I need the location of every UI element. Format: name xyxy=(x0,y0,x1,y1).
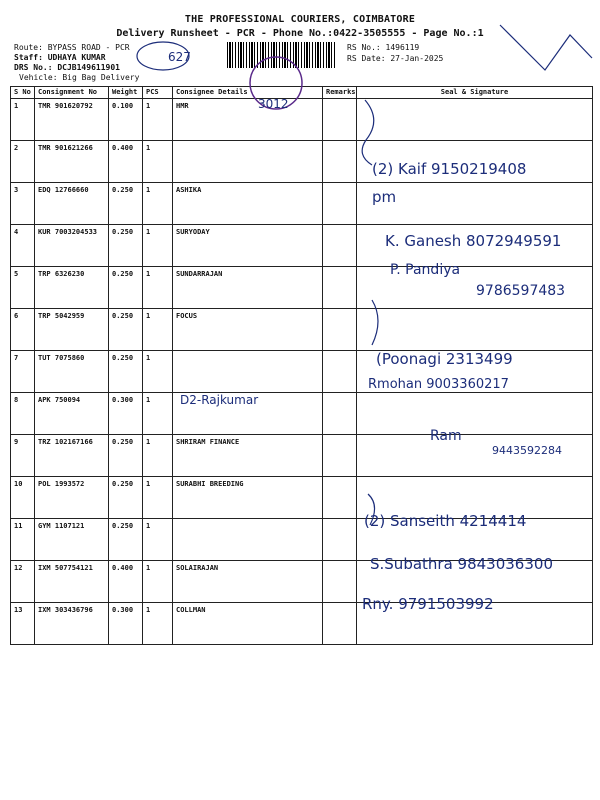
weight-cell: 0.250 xyxy=(109,435,143,477)
consignment-cell: TRP 6326230 xyxy=(35,267,109,309)
sno-cell: 1 xyxy=(11,99,35,141)
sno-cell: 8 xyxy=(11,393,35,435)
consignee-cell: SHRIRAM FINANCE xyxy=(173,435,323,477)
pcs-cell: 1 xyxy=(143,267,173,309)
col-header-consignee: Consignee Details xyxy=(173,87,323,99)
consignment-cell: TUT 7075860 xyxy=(35,351,109,393)
pcs-cell: 1 xyxy=(143,309,173,351)
weight-cell: 0.250 xyxy=(109,225,143,267)
stamp-note: 3012 xyxy=(258,97,289,111)
pcs-cell: 1 xyxy=(143,435,173,477)
consignee-cell: HMR xyxy=(173,99,323,141)
weight-cell: 0.250 xyxy=(109,519,143,561)
pcs-cell: 1 xyxy=(143,519,173,561)
bracket-mark-1 xyxy=(362,100,374,165)
consignment-cell: EDQ 12766660 xyxy=(35,183,109,225)
sno-cell: 11 xyxy=(11,519,35,561)
pcs-cell: 1 xyxy=(143,393,173,435)
signature-row-8: Rmohan 9003360217 xyxy=(368,377,509,392)
consignment-cell: APK 750094 xyxy=(35,393,109,435)
pcs-cell: 1 xyxy=(143,183,173,225)
col-header-weight: Weight xyxy=(109,87,143,99)
sno-cell: 2 xyxy=(11,141,35,183)
consignee-cell: COLLMAN xyxy=(173,603,323,645)
sno-cell: 4 xyxy=(11,225,35,267)
consignee-handwriting-8: D2-Rajkumar xyxy=(180,393,259,407)
weight-cell: 0.100 xyxy=(109,99,143,141)
weight-cell: 0.300 xyxy=(109,603,143,645)
pcs-cell: 1 xyxy=(143,477,173,519)
signature-row-9-phone: 9443592284 xyxy=(492,444,562,457)
consignment-cell: TMR 901621266 xyxy=(35,141,109,183)
weight-cell: 0.250 xyxy=(109,183,143,225)
pcs-cell: 1 xyxy=(143,141,173,183)
weight-cell: 0.300 xyxy=(109,393,143,435)
rs-date: RS Date: 27-Jan-2025 xyxy=(347,54,444,63)
signature-row-4: K. Ganesh 8072949591 xyxy=(385,232,562,250)
consignee-cell: SURABHI BREEDING xyxy=(173,477,323,519)
sno-cell: 9 xyxy=(11,435,35,477)
col-header-pcs: PCS xyxy=(143,87,173,99)
vehicle-text: Vehicle: Big Bag Delivery xyxy=(19,73,140,82)
signature-row-12: S.Subathra 9843036300 xyxy=(370,555,553,573)
consignee-cell: SURYODAY xyxy=(173,225,323,267)
signature-row-9-name: Ram xyxy=(430,428,462,444)
sno-cell: 12 xyxy=(11,561,35,603)
staff-text: Staff: UDHAYA KUMAR xyxy=(14,53,106,62)
consignment-cell: IXM 303436796 xyxy=(35,603,109,645)
consignment-cell: TRP 5042959 xyxy=(35,309,109,351)
weight-cell: 0.250 xyxy=(109,309,143,351)
signature-row-11: (2) Sanseith 4214414 xyxy=(364,512,527,530)
col-header-remarks: Remarks xyxy=(323,87,357,99)
signature-row-6: 9786597483 xyxy=(476,283,566,299)
consignee-cell: SUNDARRAJAN xyxy=(173,267,323,309)
consignment-cell: TRZ 102167166 xyxy=(35,435,109,477)
consignment-cell: POL 1993572 xyxy=(35,477,109,519)
signature-row-7: (Poonagi 2313499 xyxy=(376,350,513,368)
sno-cell: 10 xyxy=(11,477,35,519)
runsheet-subtitle: Delivery Runsheet - PCR - Phone No.:0422-3505555 - Page No.:1 xyxy=(116,28,484,39)
weight-cell: 0.400 xyxy=(109,141,143,183)
consignment-cell: TMR 901620792 xyxy=(35,99,109,141)
rs-number: RS No.: 1496119 xyxy=(347,43,420,52)
col-header-signature: Seal & Signature xyxy=(357,87,593,99)
pcs-cell: 1 xyxy=(143,99,173,141)
weight-cell: 0.400 xyxy=(109,561,143,603)
company-title: THE PROFESSIONAL COURIERS, COIMBATORE xyxy=(184,14,416,25)
sno-cell: 13 xyxy=(11,603,35,645)
circled-mark-text: 627 xyxy=(168,50,191,64)
sno-cell: 7 xyxy=(11,351,35,393)
signature-row-2: (2) Kaif 9150219408 xyxy=(372,160,527,178)
weight-cell: 0.250 xyxy=(109,351,143,393)
pcs-cell: 1 xyxy=(143,561,173,603)
col-header-sno: S No xyxy=(11,87,35,99)
weight-cell: 0.250 xyxy=(109,267,143,309)
signature-row-5: P. Pandiya xyxy=(390,262,461,278)
signature-row-13: Rny. 9791503992 xyxy=(362,595,494,613)
corner-scribble xyxy=(500,25,592,70)
pcs-cell: 1 xyxy=(143,351,173,393)
route-text: Route: BYPASS ROAD - PCR xyxy=(14,43,130,52)
sno-cell: 6 xyxy=(11,309,35,351)
col-header-consignment: Consignment No xyxy=(35,87,109,99)
pcs-cell: 1 xyxy=(143,603,173,645)
weight-cell: 0.250 xyxy=(109,477,143,519)
consignee-cell: SOLAIRAJAN xyxy=(173,561,323,603)
sno-cell: 3 xyxy=(11,183,35,225)
consignee-cell: ASHIKA xyxy=(173,183,323,225)
signature-row-3: pm xyxy=(372,188,397,206)
consignment-cell: IXM 507754121 xyxy=(35,561,109,603)
drs-number: DRS No.: DCJB149611901 xyxy=(14,63,120,72)
pcs-cell: 1 xyxy=(143,225,173,267)
sno-cell: 5 xyxy=(11,267,35,309)
bracket-mark-2 xyxy=(372,300,378,345)
consignment-cell: GYM 1107121 xyxy=(35,519,109,561)
consignee-cell: FOCUS xyxy=(173,309,323,351)
consignment-cell: KUR 7003204533 xyxy=(35,225,109,267)
